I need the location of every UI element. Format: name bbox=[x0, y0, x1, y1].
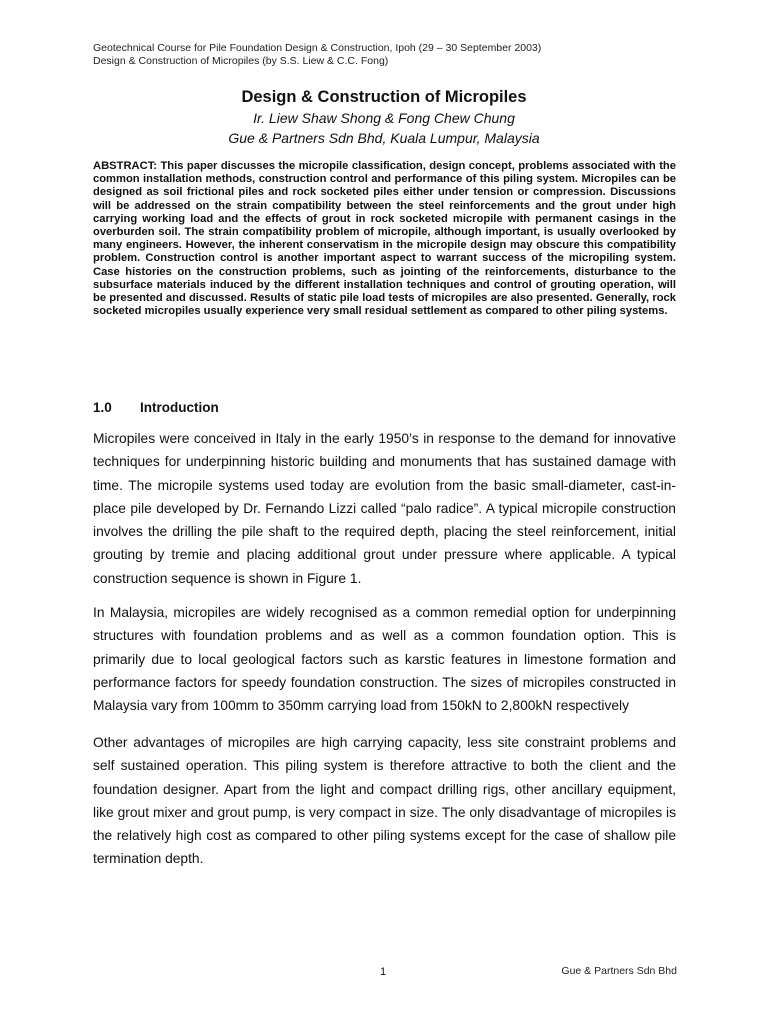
paper-title: Design & Construction of Micropiles bbox=[241, 88, 527, 106]
running-header-line-1: Geotechnical Course for Pile Foundation Design & Construction, Ipoh (29 – 30 September 2003) bbox=[93, 42, 542, 54]
section-number: 1.0 bbox=[93, 400, 112, 415]
section-heading bbox=[93, 399, 219, 417]
paragraph-1: Micropiles were conceived in Italy in the early 1950’s in response to the demand for innovative techniques for underpinning historic building and monuments that has sustained damage with time. The micropile systems used today are evolution from the basic small-diameter, cast-in-place pile developed by Dr. Fernando Lizzi called “palo radice”. A typical micropile construction involves the drilling the pile shaft to the required depth, placing the steel reinforcement, initial grouting by tremie and placing additional grout under pressure where applicable. A typical construction sequence is shown in Figure 1. bbox=[93, 431, 676, 586]
abstract: ABSTRACT: This paper discusses the micropile classification, design concept, problems associated with the common installation methods, construction control and performance of this piling system. Micropiles can be designed as soil frictional piles and rock socketed piles either under tension or compression. Discussions will be addressed on the strain compatibility between the steel reinforcements and the grout under high carrying working load and the effects of grout in rock socketed micropile with permanent casings in the overburden soil. The strain compatibility problem of micropile, although important, is usually overlooked by many engineers. However, the inherent conservatism in the micropile design may obscure this compatibility problem. Construction control is another important aspect to warrant success of the micropiling system. Case histories on the construction problems, such as jointing of the reinforcements, disturbance to the subsurface materials induced by the different installation techniques and control of grouting operation, will be presented and discussed. Results of static pile load tests of micropiles are also presented. Generally, rock socketed micropiles usually experience very small residual settlement as compared to other piling systems. bbox=[93, 160, 676, 318]
paragraph-3: Other advantages of micropiles are high carrying capacity, less site constraint problems and self sustained operation. This piling system is therefore attractive to both the client and the foundation designer. Apart from the light and compact drilling rigs, other ancillary equipment, like grout mixer and grout pump, is very compact in size. The only disadvantage of micropiles is the relatively high cost as compared to other piling systems except for the case of shallow pile termination depth. bbox=[93, 735, 676, 867]
running-header-line-2: Design & Construction of Micropiles (by S.S. Liew & C.C. Fong) bbox=[93, 55, 389, 67]
paper-affiliation: Gue & Partners Sdn Bhd, Kuala Lumpur, Malaysia bbox=[228, 130, 540, 146]
title-block bbox=[0, 86, 768, 148]
paper-authors: Ir. Liew Shaw Shong & Fong Chew Chung bbox=[253, 110, 515, 126]
running-header bbox=[93, 42, 541, 68]
page-number: 1 bbox=[380, 966, 387, 978]
footer-company: Gue & Partners Sdn Bhd bbox=[561, 965, 677, 977]
paragraph-2: In Malaysia, micropiles are widely recognised as a common remedial option for underpinning structures with foundation problems and as well as a common foundation option. This is primarily due to local geological factors such as karstic features in limestone formation and performance factors for speedy foundation construction. The sizes of micropiles constructed in Malaysia vary from 100mm to 350mm carrying load from 150kN to 2,800kN respectively bbox=[93, 605, 676, 714]
section-title: Introduction bbox=[140, 400, 219, 415]
